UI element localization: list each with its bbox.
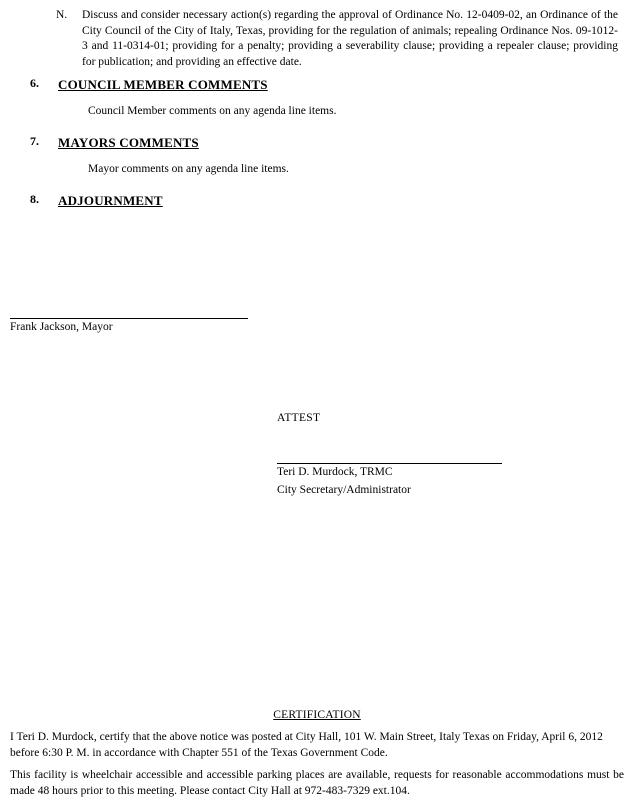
agenda-item-6-note: Council Member comments on any agenda line items.: [88, 105, 337, 118]
agenda-item-6: [30, 76, 610, 119]
certification-body: I Teri D. Murdock, certify that the above notice was posted at City Hall, 101 W. Main Street, Italy Texas on Friday, April 6, 2012 before 6:30 P. M. in accordance with Chapter 551 of the Texas Government Code.: [10, 731, 603, 759]
mayor-signature-line: [10, 318, 248, 319]
agenda-item-6-number: 6.: [30, 76, 39, 90]
agenda-item-6-heading: COUNCIL MEMBER COMMENTS: [58, 77, 268, 92]
agenda-item-8-heading: ADJOURNMENT: [58, 193, 163, 208]
certification-title: CERTIFICATION: [273, 709, 361, 721]
agenda-item-7: [30, 134, 610, 177]
agenda-item-7-note: Mayor comments on any agenda line items.: [88, 163, 289, 176]
agenda-item-7-number: 7.: [30, 134, 39, 148]
secretary-signature-line: [277, 463, 502, 464]
agenda-subitem-text: Discuss and consider necessary action(s) regarding the approval of Ordinance No. 12-0409-02, an Ordinance of the City Council of the City of Italy, Texas, providing for the regulation of animals; repealing Ordinance Nos. 09-1012-3 and 11-0314-01; providing for a penalty; providing a severability clause; providing a repealer clause; providing for publication; and providing an effective date.: [82, 9, 618, 68]
secretary-signature-title: City Secretary/Administrator: [277, 484, 411, 496]
attest-label: ATTEST: [277, 412, 321, 424]
agenda-subitem-n: [56, 8, 618, 71]
secretary-signature-name: Teri D. Murdock, TRMC: [277, 466, 393, 478]
agenda-item-8: [30, 192, 610, 209]
agenda-item-7-heading: MAYORS COMMENTS: [58, 135, 199, 150]
mayor-signature-name: Frank Jackson, Mayor: [10, 321, 113, 333]
accessibility-note: This facility is wheelchair accessible and accessible parking places are available, requests for reasonable accommodations must be made 48 hours prior to this meeting. Please contact City Hall at 972-483-7329 ext.104.: [10, 769, 624, 797]
agenda-subitem-marker: N.: [56, 9, 68, 21]
agenda-item-8-number: 8.: [30, 192, 39, 206]
